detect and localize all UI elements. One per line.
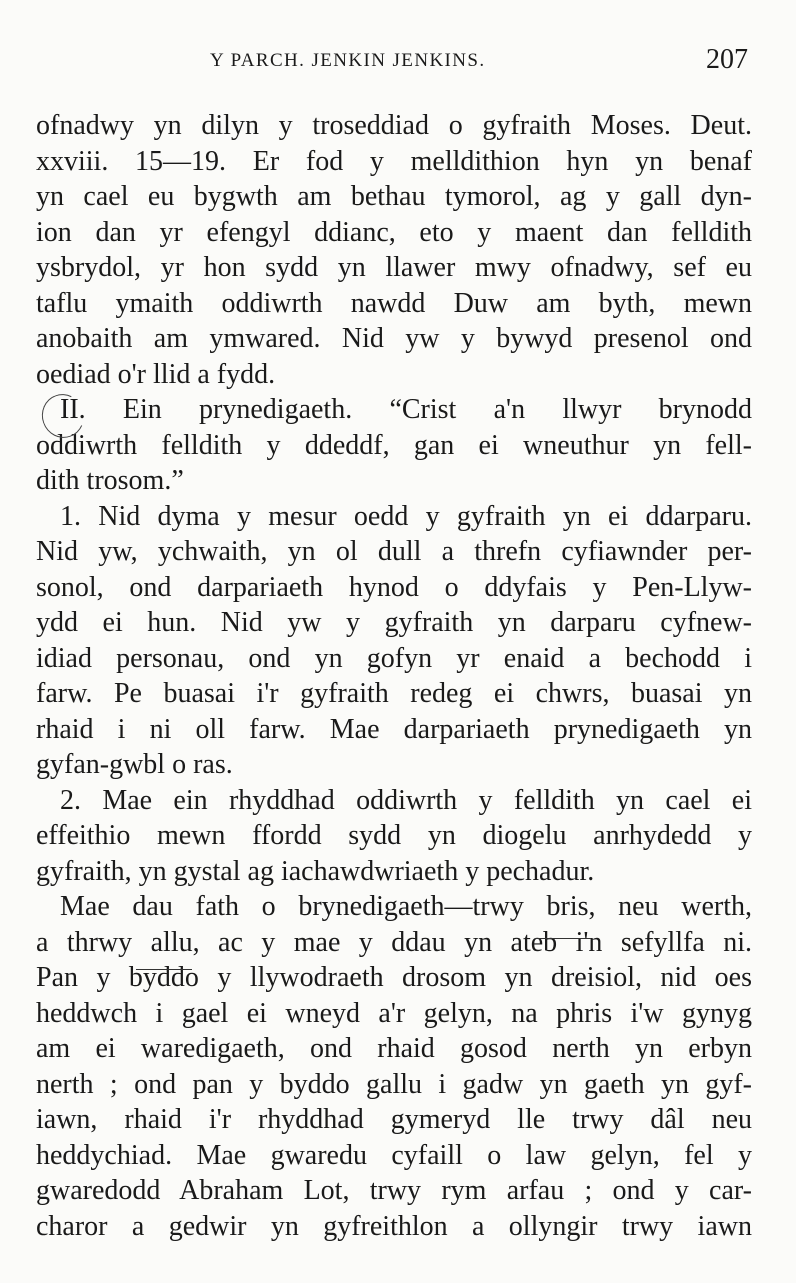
page-number: 207: [706, 44, 748, 75]
text-line: ion dan yr efengyl ddianc, eto y maent dan felldith: [36, 216, 752, 248]
text-line: anobaith am ymwared. Nid yw y bywyd presenol ond: [36, 323, 752, 354]
section-heading-line: II. Ein prynedigaeth. “Crist a'n llwyr brynodd: [60, 394, 752, 425]
text-line: oddiwrth felldith y ddeddf, gan ei wneuthur yn fell-: [36, 429, 752, 461]
pencil-underline-mark: [535, 938, 591, 939]
text-line: Mae dau fath o brynedigaeth—trwy bris, neu werth,: [60, 891, 752, 922]
text-line: Pan y byddo y llywodraeth drosom yn dreisiol, nid oes: [36, 962, 752, 993]
text-line: dith trosom.”: [36, 465, 184, 496]
text-line: 1. Nid dyma y mesur oedd y gyfraith yn ei ddarparu.: [60, 500, 752, 532]
text-line: gyfan-gwbl o ras.: [36, 749, 233, 780]
text-line: heddwch i gael ei wneyd a'r gelyn, na phris i'w gynyg: [36, 997, 752, 1029]
text-line: effeithio mewn ffordd sydd yn diogelu anrhydedd y: [36, 820, 752, 851]
text-line: taflu ymaith oddiwrth nawdd Duw am byth, mewn: [36, 287, 752, 319]
pencil-underline-mark: [136, 969, 192, 970]
text-line: charor a gedwir yn gyfreithlon a ollyngir trwy iawn: [36, 1210, 752, 1242]
text-line: gyfraith, yn gystal ag iachawdwriaeth y pechadur.: [36, 855, 595, 887]
text-line: Nid yw, ychwaith, yn ol dull a threfn cyfiawnder per-: [36, 536, 752, 567]
text-line: iawn, rhaid i'r rhyddhad gymeryd lle trwy dâl neu: [36, 1104, 752, 1135]
text-line: 2. Mae ein rhyddhad oddiwrth y felldith yn cael ei: [60, 784, 752, 816]
text-line: yn cael eu bygwth am bethau tymorol, ag y gall dyn-: [36, 181, 752, 212]
page-header: [40, 44, 750, 84]
text-line: a thrwy allu, ac y mae y ddau yn ateb i'n sefyllfa ni.: [36, 926, 752, 958]
body-text: [36, 108, 752, 1244]
text-line: ydd ei hun. Nid yw y gyfraith yn darparu cyfnew-: [36, 607, 752, 638]
text-line: gwaredodd Abraham Lot, trwy rym arfau ; ond y car-: [36, 1175, 752, 1206]
running-head: Y PARCH. JENKIN JENKINS.: [210, 50, 486, 71]
text-line: sonol, ond darpariaeth hynod o ddyfais y Pen-Llyw-: [36, 571, 752, 603]
text-line: heddychiad. Mae gwaredu cyfaill o law gelyn, fel y: [36, 1139, 752, 1171]
text-line: ofnadwy yn dilyn y troseddiad o gyfraith Moses. Deut.: [36, 110, 752, 141]
text-line: xxviii. 15—19. Er fod y melldithion hyn yn benaf: [36, 145, 752, 177]
text-line: ysbrydol, yr hon sydd yn llawer mwy ofnadwy, sef eu: [36, 252, 752, 283]
text-line: nerth ; ond pan y byddo gallu i gadw yn gaeth yn gyf-: [36, 1068, 752, 1100]
text-line: rhaid i ni oll farw. Mae darpariaeth prynedigaeth yn: [36, 713, 752, 745]
text-line: am ei waredigaeth, ond rhaid gosod nerth yn erbyn: [36, 1033, 752, 1064]
text-line: idiad personau, ond yn gofyn yr enaid a bechodd i: [36, 642, 752, 674]
text-line: farw. Pe buasai i'r gyfraith redeg ei chwrs, buasai yn: [36, 678, 752, 709]
text-line: oediad o'r llid a fydd.: [36, 358, 276, 390]
